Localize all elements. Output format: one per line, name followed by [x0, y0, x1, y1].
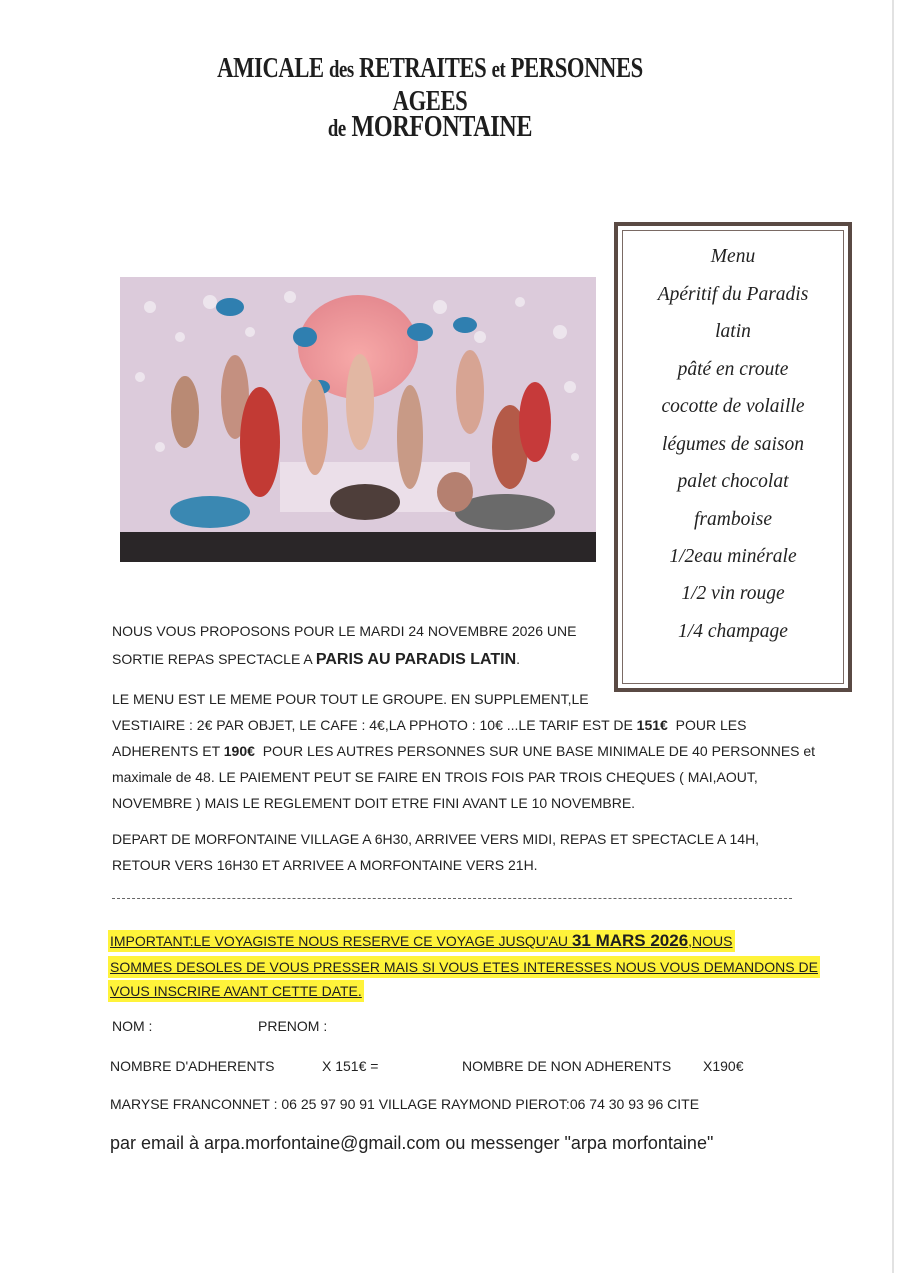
title-word-de: de — [327, 116, 346, 142]
menu-box — [614, 222, 852, 692]
page-edge — [892, 0, 894, 1273]
menu-item: légumes de saison — [662, 434, 804, 455]
title-word-et: et — [491, 57, 506, 83]
menu-item: 1/4 champage — [678, 621, 788, 642]
title-word-morfontaine: MORFONTAINE — [351, 108, 533, 143]
important-text: ,NOUS — [688, 933, 733, 949]
title-word-retraites: RETRAITES — [359, 52, 487, 84]
menu-item: 1/2 vin rouge — [681, 583, 785, 604]
price-non-adherents: 190€ — [223, 743, 255, 759]
deadline-date: 31 MARS 2026 — [571, 931, 689, 950]
details-text: POUR LES AUTRES PERSONNES SUR UNE BASE MINIMALE DE 40 PERSONNES et — [254, 743, 816, 759]
title-line-2 — [188, 108, 672, 144]
title-word-des: des — [328, 57, 354, 83]
intro-text: SORTIE REPAS SPECTACLE A — [112, 651, 316, 667]
details-text: ADHERENTS ET — [112, 743, 224, 759]
details-line-4: maximale de 48. LE PAIEMENT PEUT SE FAIRE EN TROIS FOIS PAR TROIS CHEQUES ( MAI,AOUT, — [112, 769, 758, 785]
details-text: POUR LES — [667, 717, 747, 733]
menu-heading: Menu — [710, 246, 756, 267]
menu-item: cocotte de volaille — [661, 396, 805, 417]
important-line-1 — [108, 930, 735, 952]
intro-line-1: NOUS VOUS PROPOSONS POUR LE MARDI 24 NOVEMBRE 2026 UNE — [112, 623, 577, 639]
important-text: IMPORTANT:LE VOYAGISTE NOUS RESERVE CE VOYAGE JUSQU'AU — [110, 933, 572, 949]
price-adherents: 151€ — [636, 717, 668, 733]
email-contact-line: par email à arpa.morfontaine@gmail.com ou messenger "arpa morfontaine" — [110, 1133, 714, 1153]
menu-item: Apéritif du Paradis — [657, 284, 809, 305]
details-text: VESTIAIRE : 2€ PAR OBJET, LE CAFE : 4€,LA PPHOTO : 10€ ...LE TARIF EST DE — [112, 717, 637, 733]
show-photo-drawing — [120, 277, 596, 562]
destination-highlight: PARIS AU PARADIS LATIN — [315, 651, 517, 668]
title-word-personnes-agees: PERSONNES AGEES — [392, 52, 643, 117]
stage-floor — [120, 532, 596, 562]
details-line-5: NOVEMBRE ) MAIS LE REGLEMENT DOIT ETRE FINI AVANT LE 10 NOVEMBRE. — [112, 795, 636, 811]
non-adherents-price-label: X190€ — [703, 1058, 744, 1074]
details-line-3 — [112, 738, 815, 764]
schedule-line-1: DEPART DE MORFONTAINE VILLAGE A 6H30, ARRIVEE VERS MIDI, REPAS ET SPECTACLE A 14H, — [112, 831, 760, 847]
prenom-label: PRENOM : — [258, 1018, 328, 1034]
adherents-price-label: X 151€ = — [322, 1058, 379, 1074]
menu-item: pâté en croute — [677, 359, 789, 380]
details-line-1: LE MENU EST LE MEME POUR TOUT LE GROUPE. EN SUPPLEMENT,LE — [112, 691, 589, 707]
contacts-line: MARYSE FRANCONNET : 06 25 97 90 91 VILLAGE RAYMOND PIEROT:06 74 30 93 96 CITE — [110, 1096, 700, 1112]
cut-line-divider — [112, 898, 792, 899]
menu-item: framboise — [694, 509, 772, 530]
adherents-count-label: NOMBRE D'ADHERENTS — [110, 1058, 275, 1074]
schedule-line-2: RETOUR VERS 16H30 ET ARRIVEE A MORFONTAINE VERS 21H. — [112, 857, 538, 873]
show-photo — [120, 277, 596, 562]
important-line-3: VOUS INSCRIRE AVANT CETTE DATE. — [108, 980, 364, 1002]
nom-label: NOM : — [112, 1018, 153, 1034]
title-word-amicale: AMICALE — [217, 52, 324, 84]
important-line-2: SOMMES DESOLES DE VOUS PRESSER MAIS SI VOUS ETES INTERESSES NOUS VOUS DEMANDONS DE — [108, 956, 820, 978]
menu-item: latin — [715, 321, 751, 342]
menu-item: 1/2eau minérale — [669, 546, 797, 567]
intro-period: . — [516, 651, 521, 667]
intro-line-2 — [112, 646, 520, 673]
menu-item: palet chocolat — [677, 471, 789, 492]
details-line-2 — [112, 712, 746, 738]
non-adherents-count-label: NOMBRE DE NON ADHERENTS — [462, 1058, 672, 1074]
